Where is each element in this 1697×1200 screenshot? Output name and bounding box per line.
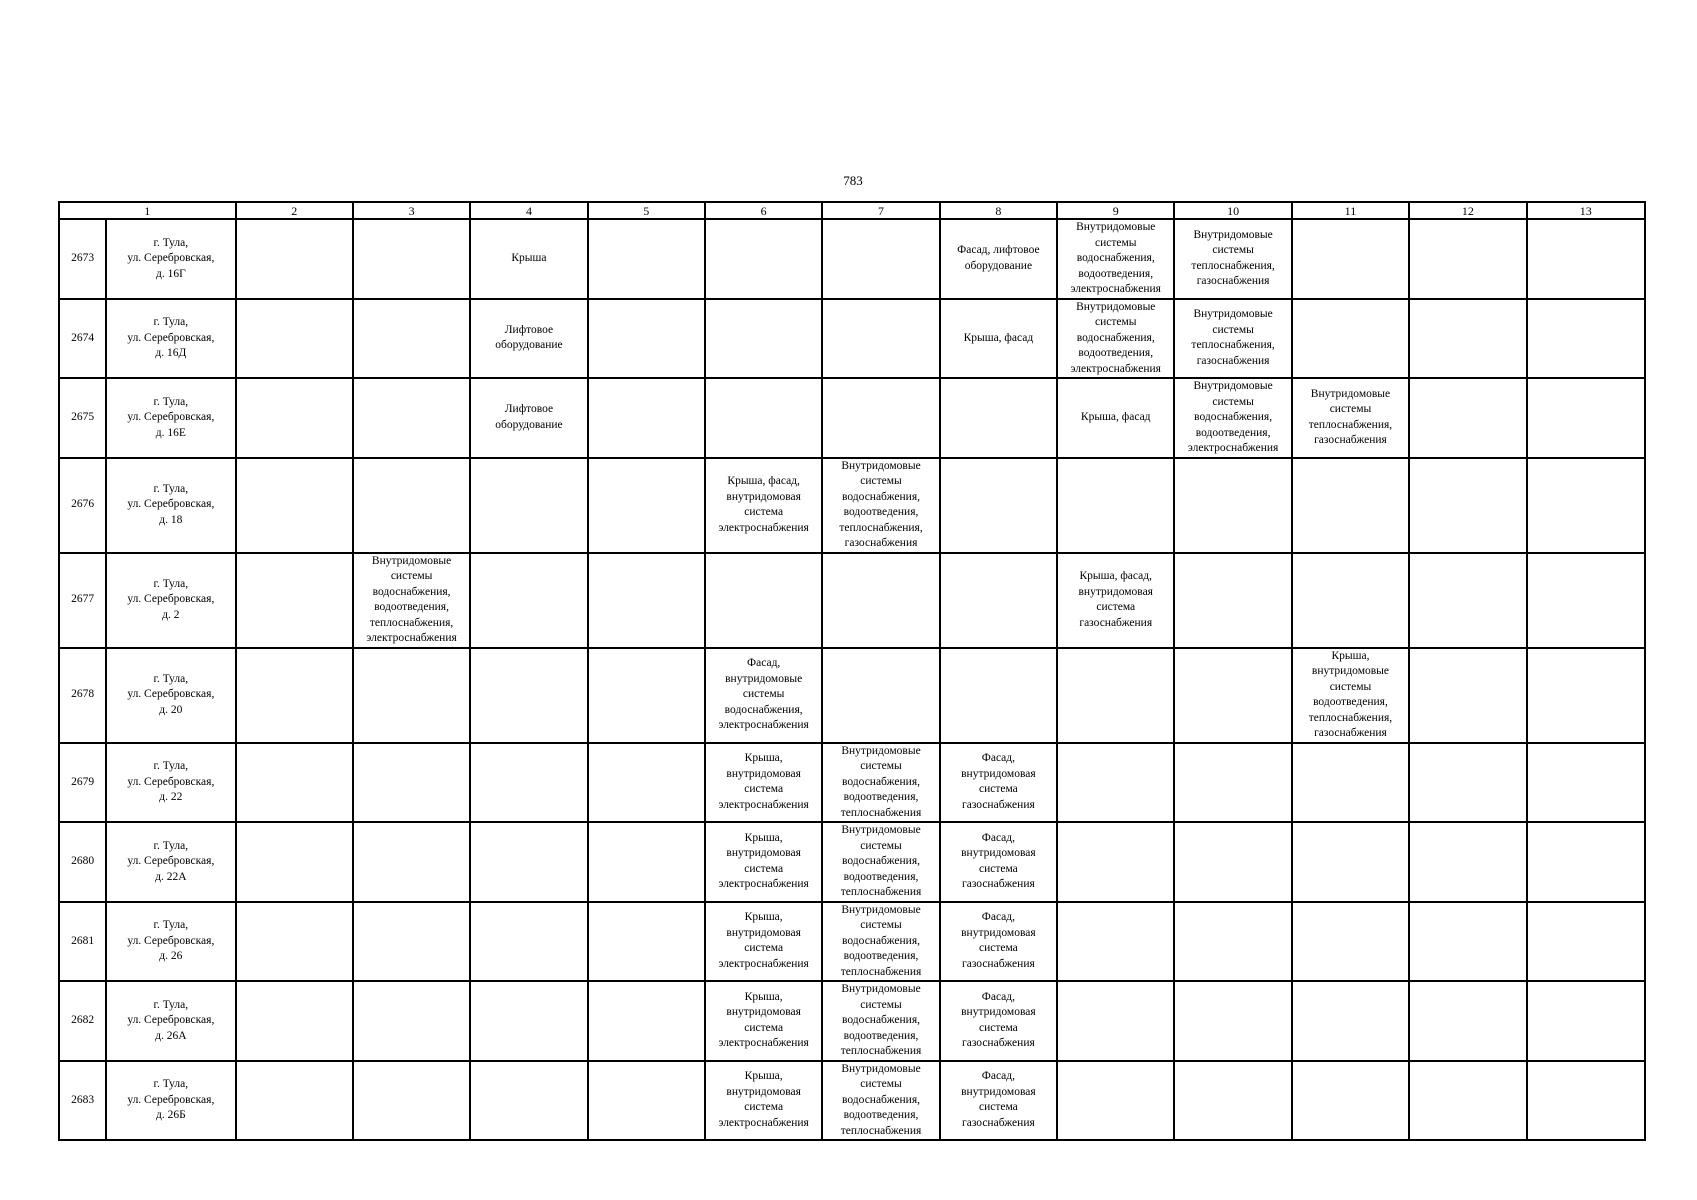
work-cell-col-6: [705, 648, 822, 743]
work-text: Внутридомовые системы теплоснабжения, газоснабжения: [1191, 308, 1275, 367]
address-text: г. Тула, ул. Серебровская, д. 2: [127, 577, 215, 621]
work-cell-col-9: [1057, 378, 1174, 458]
address-cell: [106, 553, 235, 648]
work-cell-col-2: [236, 219, 353, 299]
address-cell: [106, 378, 235, 458]
work-text: Внутридомовые системы водоснабжения, водоотведения, теплоснабжения: [840, 1062, 922, 1137]
work-cell-col-7: [822, 553, 939, 648]
work-cell-col-5: [588, 553, 705, 648]
work-cell-col-12: [1409, 378, 1526, 458]
work-text: Фасад, внутридомовая система газоснабжения: [961, 752, 1036, 811]
work-cell-col-5: [588, 299, 705, 379]
table-row: [59, 219, 1645, 299]
work-cell-col-4: [470, 378, 587, 458]
work-text: Крыша, фасад, внутридомовая система электроснабжения: [718, 475, 809, 534]
work-cell-col-7: [822, 219, 939, 299]
table-header-row: [59, 202, 1645, 219]
table-row: [59, 648, 1645, 743]
work-cell-col-10: [1174, 378, 1291, 458]
work-cell-col-2: [236, 378, 353, 458]
work-cell-col-6: [705, 299, 822, 379]
column-header-6: 6: [705, 202, 822, 219]
work-text: Внутридомовые системы водоснабжения, водоотведения, электроснабжения: [1070, 300, 1161, 375]
work-text: Фасад, внутридомовая система газоснабжения: [961, 831, 1036, 891]
work-cell-col-5: [588, 743, 705, 823]
table-row: [59, 458, 1645, 553]
column-header-1: 1: [59, 202, 236, 219]
work-cell-col-10: [1174, 902, 1291, 982]
address-cell: [106, 299, 235, 379]
column-header-7: 7: [822, 202, 939, 219]
work-text: Фасад, внутридомовая система газоснабжения: [961, 1070, 1036, 1129]
work-cell-col-2: [236, 822, 353, 902]
address-text: г. Тула, ул. Серебровская, д. 16Г: [127, 236, 215, 280]
work-cell-col-13: [1527, 822, 1646, 902]
column-header-9: 9: [1057, 202, 1174, 219]
work-cell-col-10: [1174, 553, 1291, 648]
work-cell-col-2: [236, 458, 353, 553]
work-cell-col-13: [1527, 553, 1646, 648]
address-text: г. Тула, ул. Серебровская, д. 16Е: [127, 395, 215, 439]
work-cell-col-13: [1527, 743, 1646, 823]
work-cell-col-9: [1057, 648, 1174, 743]
work-text: Фасад, внутридомовые системы водоснабжения, электроснабжения: [718, 657, 809, 732]
table-row: [59, 822, 1645, 902]
work-cell-col-3: [353, 458, 470, 553]
column-header-13: 13: [1527, 202, 1646, 219]
work-text: Внутридомовые системы водоснабжения, водоотведения, электроснабжения: [1187, 380, 1279, 454]
address-text: г. Тула, ул. Серебровская, д. 18: [127, 482, 215, 526]
table-row: [59, 553, 1645, 648]
work-text: Крыша: [511, 252, 547, 264]
table-row: [59, 902, 1645, 982]
work-cell-col-5: [588, 648, 705, 743]
address-text: г. Тула, ул. Серебровская, д. 20: [127, 672, 215, 716]
address-text: г. Тула, ул. Серебровская, д. 16Д: [127, 316, 215, 359]
work-cell-col-8: [940, 902, 1057, 982]
table-row: [59, 981, 1645, 1061]
work-cell-col-13: [1527, 1061, 1646, 1141]
work-cell-col-3: [353, 981, 470, 1061]
work-cell-col-3: [353, 299, 470, 379]
page-number: 783: [843, 173, 863, 188]
work-cell-col-4: [470, 648, 587, 743]
work-cell-col-7: [822, 902, 939, 982]
work-cell-col-11: [1292, 378, 1409, 458]
address-cell: [106, 1061, 235, 1141]
work-cell-col-4: [470, 822, 587, 902]
work-text: Крыша, фасад, внутридомовая система газоснабжения: [1078, 570, 1153, 629]
work-cell-col-3: [353, 822, 470, 902]
row-number: 2679: [59, 743, 106, 823]
work-cell-col-10: [1174, 822, 1291, 902]
work-cell-col-4: [470, 553, 587, 648]
work-cell-col-8: [940, 458, 1057, 553]
work-cell-col-10: [1174, 1061, 1291, 1141]
work-cell-col-8: [940, 299, 1057, 379]
work-cell-col-12: [1409, 822, 1526, 902]
work-cell-col-10: [1174, 458, 1291, 553]
work-cell-col-9: [1057, 458, 1174, 553]
work-cell-col-5: [588, 378, 705, 458]
work-cell-col-11: [1292, 648, 1409, 743]
work-text: Крыша, внутридомовые системы водоотведения, теплоснабжения, газоснабжения: [1308, 649, 1393, 739]
work-cell-col-9: [1057, 299, 1174, 379]
work-cell-col-6: [705, 902, 822, 982]
work-cell-col-2: [236, 1061, 353, 1141]
work-cell-col-7: [822, 1061, 939, 1141]
work-cell-col-8: [940, 743, 1057, 823]
work-cell-col-12: [1409, 219, 1526, 299]
work-cell-col-5: [588, 458, 705, 553]
work-cell-col-4: [470, 1061, 587, 1141]
work-cell-col-4: [470, 902, 587, 982]
work-cell-col-2: [236, 902, 353, 982]
work-cell-col-3: [353, 378, 470, 458]
row-number: 2678: [59, 648, 106, 743]
work-cell-col-13: [1527, 981, 1646, 1061]
work-cell-col-2: [236, 553, 353, 648]
work-cell-col-3: [353, 902, 470, 982]
work-cell-col-6: [705, 553, 822, 648]
work-cell-col-12: [1409, 1061, 1526, 1141]
work-cell-col-3: [353, 219, 470, 299]
work-cell-col-8: [940, 378, 1057, 458]
work-cell-col-11: [1292, 219, 1409, 299]
work-cell-col-10: [1174, 981, 1291, 1061]
work-cell-col-5: [588, 219, 705, 299]
address-cell: [106, 743, 235, 823]
work-cell-col-6: [705, 1061, 822, 1141]
work-cell-col-9: [1057, 981, 1174, 1061]
row-number: 2676: [59, 458, 106, 553]
work-text: Лифтовое оборудование: [495, 403, 563, 431]
address-text: г. Тула, ул. Серебровская, д. 22: [127, 760, 215, 803]
work-cell-col-11: [1292, 1061, 1409, 1141]
work-text: Внутридомовые системы водоснабжения, водоотведения, теплоснабжения, газоснабжения: [839, 459, 923, 549]
work-cell-col-13: [1527, 299, 1646, 379]
work-cell-col-6: [705, 219, 822, 299]
table-row: [59, 299, 1645, 379]
address-cell: [106, 219, 235, 299]
work-cell-col-4: [470, 299, 587, 379]
column-header-12: 12: [1409, 202, 1526, 219]
work-cell-col-6: [705, 378, 822, 458]
work-cell-col-7: [822, 981, 939, 1061]
work-text: Внутридомовые системы теплоснабжения, газоснабжения: [1191, 228, 1275, 288]
table-row: [59, 1061, 1645, 1141]
work-cell-col-9: [1057, 1061, 1174, 1141]
work-cell-col-2: [236, 299, 353, 379]
table-row: [59, 378, 1645, 458]
column-header-2: 2: [236, 202, 353, 219]
work-cell-col-8: [940, 553, 1057, 648]
work-cell-col-9: [1057, 822, 1174, 902]
work-cell-col-13: [1527, 219, 1646, 299]
row-number: 2674: [59, 299, 106, 379]
work-cell-col-3: [353, 1061, 470, 1141]
work-cell-col-12: [1409, 743, 1526, 823]
work-text: Внутридомовые системы водоснабжения, водоотведения, электроснабжения: [1070, 221, 1161, 295]
work-cell-col-4: [470, 219, 587, 299]
work-cell-col-11: [1292, 553, 1409, 648]
address-text: г. Тула, ул. Серебровская, д. 26: [127, 919, 215, 962]
address-cell: [106, 822, 235, 902]
work-cell-col-4: [470, 981, 587, 1061]
work-text: Крыша, внутридомовая система электроснабжения: [718, 831, 809, 891]
work-text: Внутридомовые системы водоснабжения, водоотведения, теплоснабжения: [840, 824, 922, 898]
row-number: 2680: [59, 822, 106, 902]
work-text: Внутридомовые системы теплоснабжения, газоснабжения: [1308, 387, 1393, 447]
work-cell-col-9: [1057, 553, 1174, 648]
row-number: 2677: [59, 553, 106, 648]
work-cell-col-10: [1174, 743, 1291, 823]
address-text: г. Тула, ул. Серебровская, д. 26А: [127, 998, 215, 1042]
work-cell-col-7: [822, 458, 939, 553]
work-cell-col-4: [470, 458, 587, 553]
column-header-10: 10: [1174, 202, 1291, 219]
work-text: Внутридомовые системы водоснабжения, водоотведения, теплоснабжения: [840, 903, 922, 978]
work-text: Внутридомовые системы водоснабжения, водоотведения, теплоснабжения: [840, 744, 922, 819]
work-text: Фасад, лифтовое оборудование: [957, 244, 1040, 272]
work-cell-col-8: [940, 219, 1057, 299]
work-text: Крыша, фасад: [963, 331, 1034, 344]
row-number: 2675: [59, 378, 106, 458]
table-body: [59, 202, 1645, 1140]
work-cell-col-12: [1409, 458, 1526, 553]
address-cell: [106, 648, 235, 743]
work-cell-col-6: [705, 981, 822, 1061]
work-cell-col-12: [1409, 553, 1526, 648]
row-number: 2682: [59, 981, 106, 1061]
work-text: Крыша, внутридомовая система электроснабжения: [718, 752, 809, 811]
work-text: Крыша, фасад: [1080, 411, 1151, 423]
work-text: Лифтовое оборудование: [495, 323, 563, 352]
work-text: Крыша, внутридомовая система электроснабжения: [718, 990, 809, 1050]
work-text: Крыша, внутридомовая система электроснабжения: [718, 911, 809, 970]
address-cell: [106, 902, 235, 982]
work-cell-col-3: [353, 648, 470, 743]
work-cell-col-11: [1292, 981, 1409, 1061]
work-cell-col-2: [236, 648, 353, 743]
work-cell-col-5: [588, 902, 705, 982]
work-cell-col-8: [940, 648, 1057, 743]
address-cell: [106, 981, 235, 1061]
work-cell-col-13: [1527, 458, 1646, 553]
column-header-8: 8: [940, 202, 1057, 219]
address-text: г. Тула, ул. Серебровская, д. 22А: [127, 839, 215, 883]
work-text: Фасад, внутридомовая система газоснабжения: [961, 990, 1036, 1050]
column-header-5: 5: [588, 202, 705, 219]
work-text: Внутридомовые системы водоснабжения, водоотведения, теплоснабжения, электроснабжения: [366, 554, 457, 644]
work-cell-col-10: [1174, 299, 1291, 379]
work-cell-col-4: [470, 743, 587, 823]
work-cell-col-3: [353, 743, 470, 823]
work-cell-col-11: [1292, 299, 1409, 379]
work-cell-col-12: [1409, 902, 1526, 982]
work-cell-col-7: [822, 822, 939, 902]
work-cell-col-3: [353, 553, 470, 648]
work-cell-col-12: [1409, 981, 1526, 1061]
work-cell-col-9: [1057, 743, 1174, 823]
work-cell-col-13: [1527, 648, 1646, 743]
row-number: 2681: [59, 902, 106, 982]
work-cell-col-8: [940, 822, 1057, 902]
work-cell-col-9: [1057, 902, 1174, 982]
work-cell-col-7: [822, 743, 939, 823]
table-row: [59, 743, 1645, 823]
column-header-4: 4: [470, 202, 587, 219]
work-cell-col-11: [1292, 743, 1409, 823]
work-cell-col-7: [822, 648, 939, 743]
work-cell-col-8: [940, 981, 1057, 1061]
work-cell-col-13: [1527, 902, 1646, 982]
work-cell-col-12: [1409, 648, 1526, 743]
work-cell-col-5: [588, 1061, 705, 1141]
work-cell-col-2: [236, 743, 353, 823]
work-text: Внутридомовые системы водоснабжения, водоотведения, теплоснабжения: [840, 983, 922, 1057]
row-number: 2683: [59, 1061, 106, 1141]
work-cell-col-9: [1057, 219, 1174, 299]
column-header-3: 3: [353, 202, 470, 219]
address-cell: [106, 458, 235, 553]
address-text: г. Тула, ул. Серебровская, д. 26Б: [127, 1078, 215, 1121]
work-cell-col-10: [1174, 648, 1291, 743]
work-cell-col-7: [822, 378, 939, 458]
row-number: 2673: [59, 219, 106, 299]
work-cell-col-6: [705, 458, 822, 553]
work-cell-col-7: [822, 299, 939, 379]
work-cell-col-6: [705, 822, 822, 902]
work-text: Крыша, внутридомовая система электроснабжения: [718, 1070, 809, 1129]
work-cell-col-11: [1292, 458, 1409, 553]
work-text: Фасад, внутридомовая система газоснабжения: [961, 911, 1036, 970]
work-cell-col-11: [1292, 902, 1409, 982]
work-cell-col-5: [588, 822, 705, 902]
repair-schedule-table: [58, 201, 1646, 1141]
work-cell-col-5: [588, 981, 705, 1061]
work-cell-col-8: [940, 1061, 1057, 1141]
work-cell-col-12: [1409, 299, 1526, 379]
work-cell-col-10: [1174, 219, 1291, 299]
work-cell-col-11: [1292, 822, 1409, 902]
column-header-11: 11: [1292, 202, 1409, 219]
work-cell-col-6: [705, 743, 822, 823]
work-cell-col-13: [1527, 378, 1646, 458]
work-cell-col-2: [236, 981, 353, 1061]
